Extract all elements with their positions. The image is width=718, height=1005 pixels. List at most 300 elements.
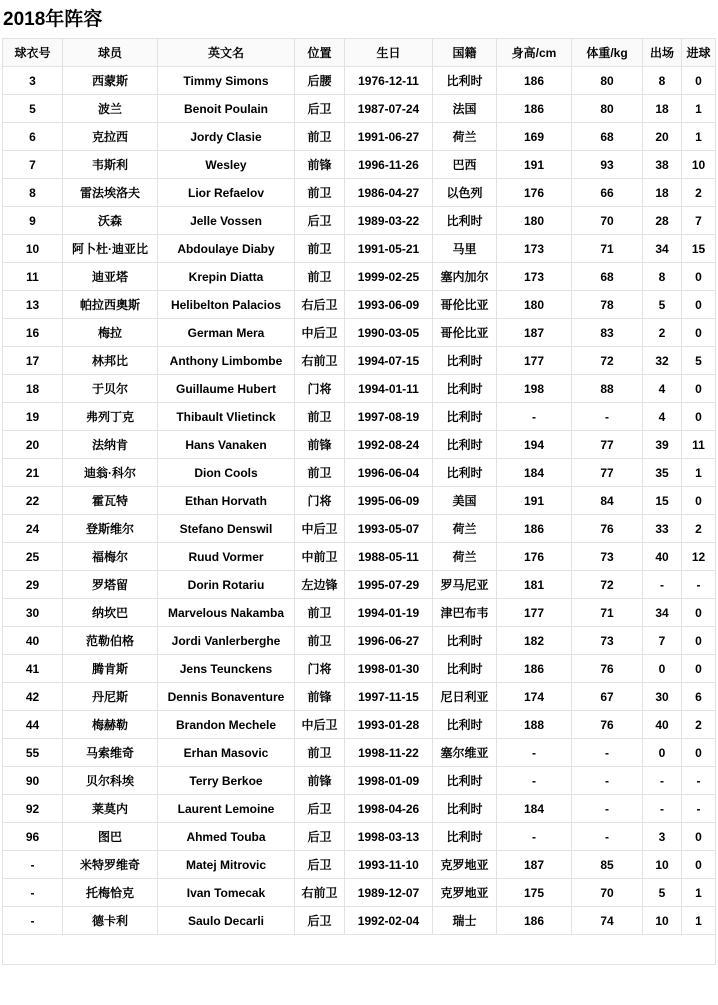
cell-english-name: Helibelton Palacios [158, 291, 295, 319]
cell-english-name: Ethan Horvath [158, 487, 295, 515]
cell-appearances: 18 [643, 95, 682, 123]
col-header-jersey-number: 球衣号 [3, 39, 63, 67]
cell-english-name: Guillaume Hubert [158, 375, 295, 403]
cell-birthday: 1993-01-28 [345, 711, 433, 739]
cell-goals: 0 [682, 263, 716, 291]
cell-nationality: 塞尔维亚 [433, 739, 497, 767]
cell-player: 罗塔留 [63, 571, 158, 599]
cell-nationality: 荷兰 [433, 543, 497, 571]
cell-weight: 85 [572, 851, 643, 879]
cell-height: 198 [497, 375, 572, 403]
cell-nationality: 比利时 [433, 207, 497, 235]
cell-nationality: 马里 [433, 235, 497, 263]
cell-weight: 93 [572, 151, 643, 179]
cell-english-name: Jens Teunckens [158, 655, 295, 683]
cell-appearances: 5 [643, 291, 682, 319]
cell-nationality: 比利时 [433, 403, 497, 431]
cell-player: 范勒伯格 [63, 627, 158, 655]
cell-goals: 0 [682, 655, 716, 683]
col-header-birthday: 生日 [345, 39, 433, 67]
cell-nationality: 尼日利亚 [433, 683, 497, 711]
cell-player: 迪翁·科尔 [63, 459, 158, 487]
cell-weight: 70 [572, 207, 643, 235]
cell-position: 前锋 [295, 683, 345, 711]
cell-birthday: 1996-06-27 [345, 627, 433, 655]
cell-english-name: Ahmed Touba [158, 823, 295, 851]
cell-player: 梅赫勒 [63, 711, 158, 739]
cell-weight: 73 [572, 627, 643, 655]
cell-appearances: 7 [643, 627, 682, 655]
cell-goals: 11 [682, 431, 716, 459]
cell-player: 西蒙斯 [63, 67, 158, 95]
cell-appearances: 4 [643, 375, 682, 403]
cell-nationality: 比利时 [433, 375, 497, 403]
col-header-height: 身高/cm [497, 39, 572, 67]
cell-weight: 72 [572, 347, 643, 375]
cell-position: 左边锋 [295, 571, 345, 599]
cell-player: 沃森 [63, 207, 158, 235]
cell-weight: 68 [572, 263, 643, 291]
cell-player: 福梅尔 [63, 543, 158, 571]
cell-player: 莱莫内 [63, 795, 158, 823]
cell-appearances: 8 [643, 67, 682, 95]
cell-jersey-number: 7 [3, 151, 63, 179]
cell-appearances: 8 [643, 263, 682, 291]
cell-jersey-number: 8 [3, 179, 63, 207]
cell-english-name: Ivan Tomecak [158, 879, 295, 907]
cell-appearances: 38 [643, 151, 682, 179]
cell-english-name: Krepin Diatta [158, 263, 295, 291]
cell-jersey-number: 40 [3, 627, 63, 655]
cell-nationality: 克罗地亚 [433, 879, 497, 907]
cell-goals: - [682, 571, 716, 599]
cell-player: 雷法埃洛夫 [63, 179, 158, 207]
cell-birthday: 1995-06-09 [345, 487, 433, 515]
table-row [3, 123, 716, 151]
cell-player: 贝尔科埃 [63, 767, 158, 795]
cell-english-name: Wesley [158, 151, 295, 179]
cell-goals: 2 [682, 711, 716, 739]
cell-height: 180 [497, 291, 572, 319]
cell-weight: 73 [572, 543, 643, 571]
cell-english-name: Stefano Denswil [158, 515, 295, 543]
cell-position: 后卫 [295, 823, 345, 851]
cell-birthday: 1994-01-19 [345, 599, 433, 627]
cell-appearances: 10 [643, 907, 682, 935]
cell-english-name: Dion Cools [158, 459, 295, 487]
cell-goals: 0 [682, 319, 716, 347]
cell-birthday: 1999-02-25 [345, 263, 433, 291]
cell-weight: 67 [572, 683, 643, 711]
cell-jersey-number: 17 [3, 347, 63, 375]
col-header-english-name: 英文名 [158, 39, 295, 67]
squad-table-body [3, 67, 716, 935]
cell-english-name: Hans Vanaken [158, 431, 295, 459]
cell-appearances: 34 [643, 599, 682, 627]
cell-appearances: - [643, 795, 682, 823]
cell-player: 于贝尔 [63, 375, 158, 403]
cell-weight: 77 [572, 431, 643, 459]
cell-height: 177 [497, 347, 572, 375]
cell-player: 弗列丁克 [63, 403, 158, 431]
table-row [3, 795, 716, 823]
cell-birthday: 1986-04-27 [345, 179, 433, 207]
cell-player: 克拉西 [63, 123, 158, 151]
cell-height: 173 [497, 263, 572, 291]
cell-position: 前卫 [295, 235, 345, 263]
cell-goals: 0 [682, 67, 716, 95]
table-row [3, 179, 716, 207]
squad-table [2, 38, 716, 965]
cell-nationality: 瑞士 [433, 907, 497, 935]
col-header-nationality: 国籍 [433, 39, 497, 67]
cell-goals: 0 [682, 599, 716, 627]
cell-height: 169 [497, 123, 572, 151]
cell-height: 176 [497, 179, 572, 207]
cell-birthday: 1995-07-29 [345, 571, 433, 599]
cell-appearances: 40 [643, 543, 682, 571]
cell-english-name: Ruud Vormer [158, 543, 295, 571]
cell-english-name: Brandon Mechele [158, 711, 295, 739]
cell-player: 丹尼斯 [63, 683, 158, 711]
col-header-appearances: 出场 [643, 39, 682, 67]
cell-birthday: 1989-03-22 [345, 207, 433, 235]
cell-jersey-number: 21 [3, 459, 63, 487]
cell-height: 186 [497, 907, 572, 935]
cell-nationality: 比利时 [433, 711, 497, 739]
cell-birthday: 1992-02-04 [345, 907, 433, 935]
table-row [3, 319, 716, 347]
cell-birthday: 1996-11-26 [345, 151, 433, 179]
cell-birthday: 1997-08-19 [345, 403, 433, 431]
table-row [3, 67, 716, 95]
cell-birthday: 1988-05-11 [345, 543, 433, 571]
table-row [3, 235, 716, 263]
cell-appearances: 34 [643, 235, 682, 263]
cell-goals: 0 [682, 627, 716, 655]
cell-appearances: 15 [643, 487, 682, 515]
cell-birthday: 1992-08-24 [345, 431, 433, 459]
cell-jersey-number: - [3, 907, 63, 935]
cell-height: 184 [497, 459, 572, 487]
cell-jersey-number: 29 [3, 571, 63, 599]
cell-appearances: 0 [643, 739, 682, 767]
cell-goals: 1 [682, 95, 716, 123]
cell-weight: - [572, 767, 643, 795]
cell-goals: 1 [682, 459, 716, 487]
cell-position: 前卫 [295, 403, 345, 431]
cell-jersey-number: 11 [3, 263, 63, 291]
cell-position: 后腰 [295, 67, 345, 95]
cell-birthday: 1997-11-15 [345, 683, 433, 711]
squad-table-footer [3, 935, 716, 965]
cell-appearances: 4 [643, 403, 682, 431]
cell-weight: - [572, 739, 643, 767]
cell-goals: 2 [682, 179, 716, 207]
cell-birthday: 1998-03-13 [345, 823, 433, 851]
col-header-goals: 进球 [682, 39, 716, 67]
cell-weight: - [572, 795, 643, 823]
cell-nationality: 比利时 [433, 347, 497, 375]
table-row [3, 291, 716, 319]
cell-nationality: 比利时 [433, 823, 497, 851]
cell-goals: 12 [682, 543, 716, 571]
table-row [3, 543, 716, 571]
cell-goals: 5 [682, 347, 716, 375]
cell-position: 后卫 [295, 907, 345, 935]
cell-jersey-number: 92 [3, 795, 63, 823]
cell-weight: 70 [572, 879, 643, 907]
cell-nationality: 津巴布韦 [433, 599, 497, 627]
cell-position: 后卫 [295, 95, 345, 123]
cell-jersey-number: 18 [3, 375, 63, 403]
cell-height: 181 [497, 571, 572, 599]
cell-appearances: 33 [643, 515, 682, 543]
cell-nationality: 哥伦比亚 [433, 319, 497, 347]
table-row [3, 851, 716, 879]
cell-position: 前锋 [295, 431, 345, 459]
cell-weight: 71 [572, 599, 643, 627]
cell-player: 马索维奇 [63, 739, 158, 767]
cell-nationality: 比利时 [433, 627, 497, 655]
table-row [3, 95, 716, 123]
cell-height: - [497, 823, 572, 851]
cell-goals: 10 [682, 151, 716, 179]
table-row [3, 711, 716, 739]
cell-goals: 0 [682, 487, 716, 515]
table-row [3, 571, 716, 599]
cell-nationality: 比利时 [433, 655, 497, 683]
cell-goals: 1 [682, 123, 716, 151]
cell-nationality: 美国 [433, 487, 497, 515]
cell-weight: - [572, 403, 643, 431]
cell-goals: 7 [682, 207, 716, 235]
table-row [3, 627, 716, 655]
cell-player: 法纳肯 [63, 431, 158, 459]
cell-player: 韦斯利 [63, 151, 158, 179]
cell-player: 帕拉西奥斯 [63, 291, 158, 319]
cell-english-name: Abdoulaye Diaby [158, 235, 295, 263]
cell-goals: 0 [682, 375, 716, 403]
cell-jersey-number: 10 [3, 235, 63, 263]
table-row [3, 907, 716, 935]
cell-weight: 74 [572, 907, 643, 935]
cell-height: - [497, 739, 572, 767]
cell-jersey-number: - [3, 851, 63, 879]
cell-birthday: 1987-07-24 [345, 95, 433, 123]
cell-player: 图巴 [63, 823, 158, 851]
col-header-position: 位置 [295, 39, 345, 67]
cell-weight: 77 [572, 459, 643, 487]
cell-height: 182 [497, 627, 572, 655]
cell-position: 右后卫 [295, 291, 345, 319]
cell-jersey-number: 90 [3, 767, 63, 795]
cell-goals: 0 [682, 851, 716, 879]
cell-weight: 71 [572, 235, 643, 263]
cell-jersey-number: 25 [3, 543, 63, 571]
cell-weight: 76 [572, 711, 643, 739]
cell-weight: 84 [572, 487, 643, 515]
cell-height: 186 [497, 95, 572, 123]
cell-player: 林邦比 [63, 347, 158, 375]
table-row [3, 403, 716, 431]
cell-goals: - [682, 795, 716, 823]
cell-birthday: 1996-06-04 [345, 459, 433, 487]
cell-nationality: 比利时 [433, 459, 497, 487]
cell-english-name: Laurent Lemoine [158, 795, 295, 823]
table-row [3, 459, 716, 487]
cell-goals: 2 [682, 515, 716, 543]
cell-nationality: 比利时 [433, 67, 497, 95]
cell-english-name: Marvelous Nakamba [158, 599, 295, 627]
cell-height: 184 [497, 795, 572, 823]
cell-player: 登斯维尔 [63, 515, 158, 543]
cell-appearances: 32 [643, 347, 682, 375]
cell-weight: - [572, 823, 643, 851]
cell-jersey-number: 13 [3, 291, 63, 319]
cell-english-name: Matej Mitrovic [158, 851, 295, 879]
table-row [3, 487, 716, 515]
cell-nationality: 比利时 [433, 431, 497, 459]
footer-row [3, 935, 716, 965]
cell-player: 阿卜杜·迪亚比 [63, 235, 158, 263]
cell-appearances: 2 [643, 319, 682, 347]
cell-birthday: 1991-06-27 [345, 123, 433, 151]
cell-goals: 6 [682, 683, 716, 711]
cell-player: 腾肯斯 [63, 655, 158, 683]
cell-position: 前卫 [295, 123, 345, 151]
cell-height: 175 [497, 879, 572, 907]
cell-height: 186 [497, 67, 572, 95]
col-header-weight: 体重/kg [572, 39, 643, 67]
cell-height: 174 [497, 683, 572, 711]
cell-birthday: 1976-12-11 [345, 67, 433, 95]
cell-goals: 1 [682, 879, 716, 907]
cell-height: - [497, 403, 572, 431]
cell-english-name: Saulo Decarli [158, 907, 295, 935]
cell-position: 前卫 [295, 459, 345, 487]
cell-goals: - [682, 767, 716, 795]
cell-jersey-number: 6 [3, 123, 63, 151]
cell-position: 中后卫 [295, 515, 345, 543]
cell-nationality: 以色列 [433, 179, 497, 207]
cell-english-name: Timmy Simons [158, 67, 295, 95]
table-row [3, 739, 716, 767]
cell-birthday: 1998-04-26 [345, 795, 433, 823]
table-footer-cell [3, 935, 716, 965]
cell-english-name: Dennis Bonaventure [158, 683, 295, 711]
page-title: 2018年阵容 [3, 9, 103, 30]
cell-player: 梅拉 [63, 319, 158, 347]
cell-player: 迪亚塔 [63, 263, 158, 291]
cell-appearances: - [643, 767, 682, 795]
table-row [3, 375, 716, 403]
cell-player: 霍瓦特 [63, 487, 158, 515]
cell-appearances: 20 [643, 123, 682, 151]
cell-jersey-number: 9 [3, 207, 63, 235]
cell-position: 后卫 [295, 851, 345, 879]
cell-nationality: 比利时 [433, 795, 497, 823]
cell-appearances: 18 [643, 179, 682, 207]
col-header-player: 球员 [63, 39, 158, 67]
cell-position: 门将 [295, 655, 345, 683]
table-row [3, 879, 716, 907]
header-row [3, 39, 716, 67]
cell-weight: 80 [572, 67, 643, 95]
cell-player: 德卡利 [63, 907, 158, 935]
table-row [3, 347, 716, 375]
cell-position: 前卫 [295, 627, 345, 655]
cell-birthday: 1990-03-05 [345, 319, 433, 347]
cell-english-name: Lior Refaelov [158, 179, 295, 207]
cell-position: 门将 [295, 375, 345, 403]
cell-height: 191 [497, 151, 572, 179]
cell-nationality: 罗马尼亚 [433, 571, 497, 599]
cell-nationality: 荷兰 [433, 123, 497, 151]
cell-position: 前卫 [295, 739, 345, 767]
cell-position: 后卫 [295, 795, 345, 823]
cell-position: 门将 [295, 487, 345, 515]
cell-appearances: 5 [643, 879, 682, 907]
cell-goals: 0 [682, 403, 716, 431]
table-row [3, 263, 716, 291]
cell-weight: 83 [572, 319, 643, 347]
cell-player: 波兰 [63, 95, 158, 123]
cell-jersey-number: 3 [3, 67, 63, 95]
cell-english-name: German Mera [158, 319, 295, 347]
cell-height: 187 [497, 851, 572, 879]
cell-jersey-number: 96 [3, 823, 63, 851]
cell-birthday: 1998-11-22 [345, 739, 433, 767]
table-row [3, 151, 716, 179]
cell-english-name: Benoit Poulain [158, 95, 295, 123]
cell-nationality: 法国 [433, 95, 497, 123]
table-row [3, 431, 716, 459]
cell-english-name: Dorin Rotariu [158, 571, 295, 599]
cell-jersey-number: 41 [3, 655, 63, 683]
cell-height: 180 [497, 207, 572, 235]
cell-position: 前锋 [295, 767, 345, 795]
cell-position: 右前卫 [295, 879, 345, 907]
cell-nationality: 巴西 [433, 151, 497, 179]
squad-table-header [3, 39, 716, 67]
cell-appearances: 30 [643, 683, 682, 711]
cell-weight: 88 [572, 375, 643, 403]
cell-jersey-number: - [3, 879, 63, 907]
table-row [3, 655, 716, 683]
cell-player: 托梅恰克 [63, 879, 158, 907]
table-row [3, 683, 716, 711]
cell-jersey-number: 55 [3, 739, 63, 767]
cell-position: 前卫 [295, 599, 345, 627]
cell-position: 中后卫 [295, 711, 345, 739]
cell-english-name: Terry Berkoe [158, 767, 295, 795]
cell-english-name: Erhan Masovic [158, 739, 295, 767]
table-row [3, 515, 716, 543]
cell-height: 187 [497, 319, 572, 347]
cell-birthday: 1994-07-15 [345, 347, 433, 375]
cell-weight: 80 [572, 95, 643, 123]
cell-player: 纳坎巴 [63, 599, 158, 627]
cell-position: 前卫 [295, 179, 345, 207]
cell-nationality: 克罗地亚 [433, 851, 497, 879]
cell-birthday: 1989-12-07 [345, 879, 433, 907]
cell-position: 中后卫 [295, 319, 345, 347]
cell-jersey-number: 24 [3, 515, 63, 543]
cell-position: 右前卫 [295, 347, 345, 375]
cell-birthday: 1993-05-07 [345, 515, 433, 543]
cell-goals: 0 [682, 823, 716, 851]
